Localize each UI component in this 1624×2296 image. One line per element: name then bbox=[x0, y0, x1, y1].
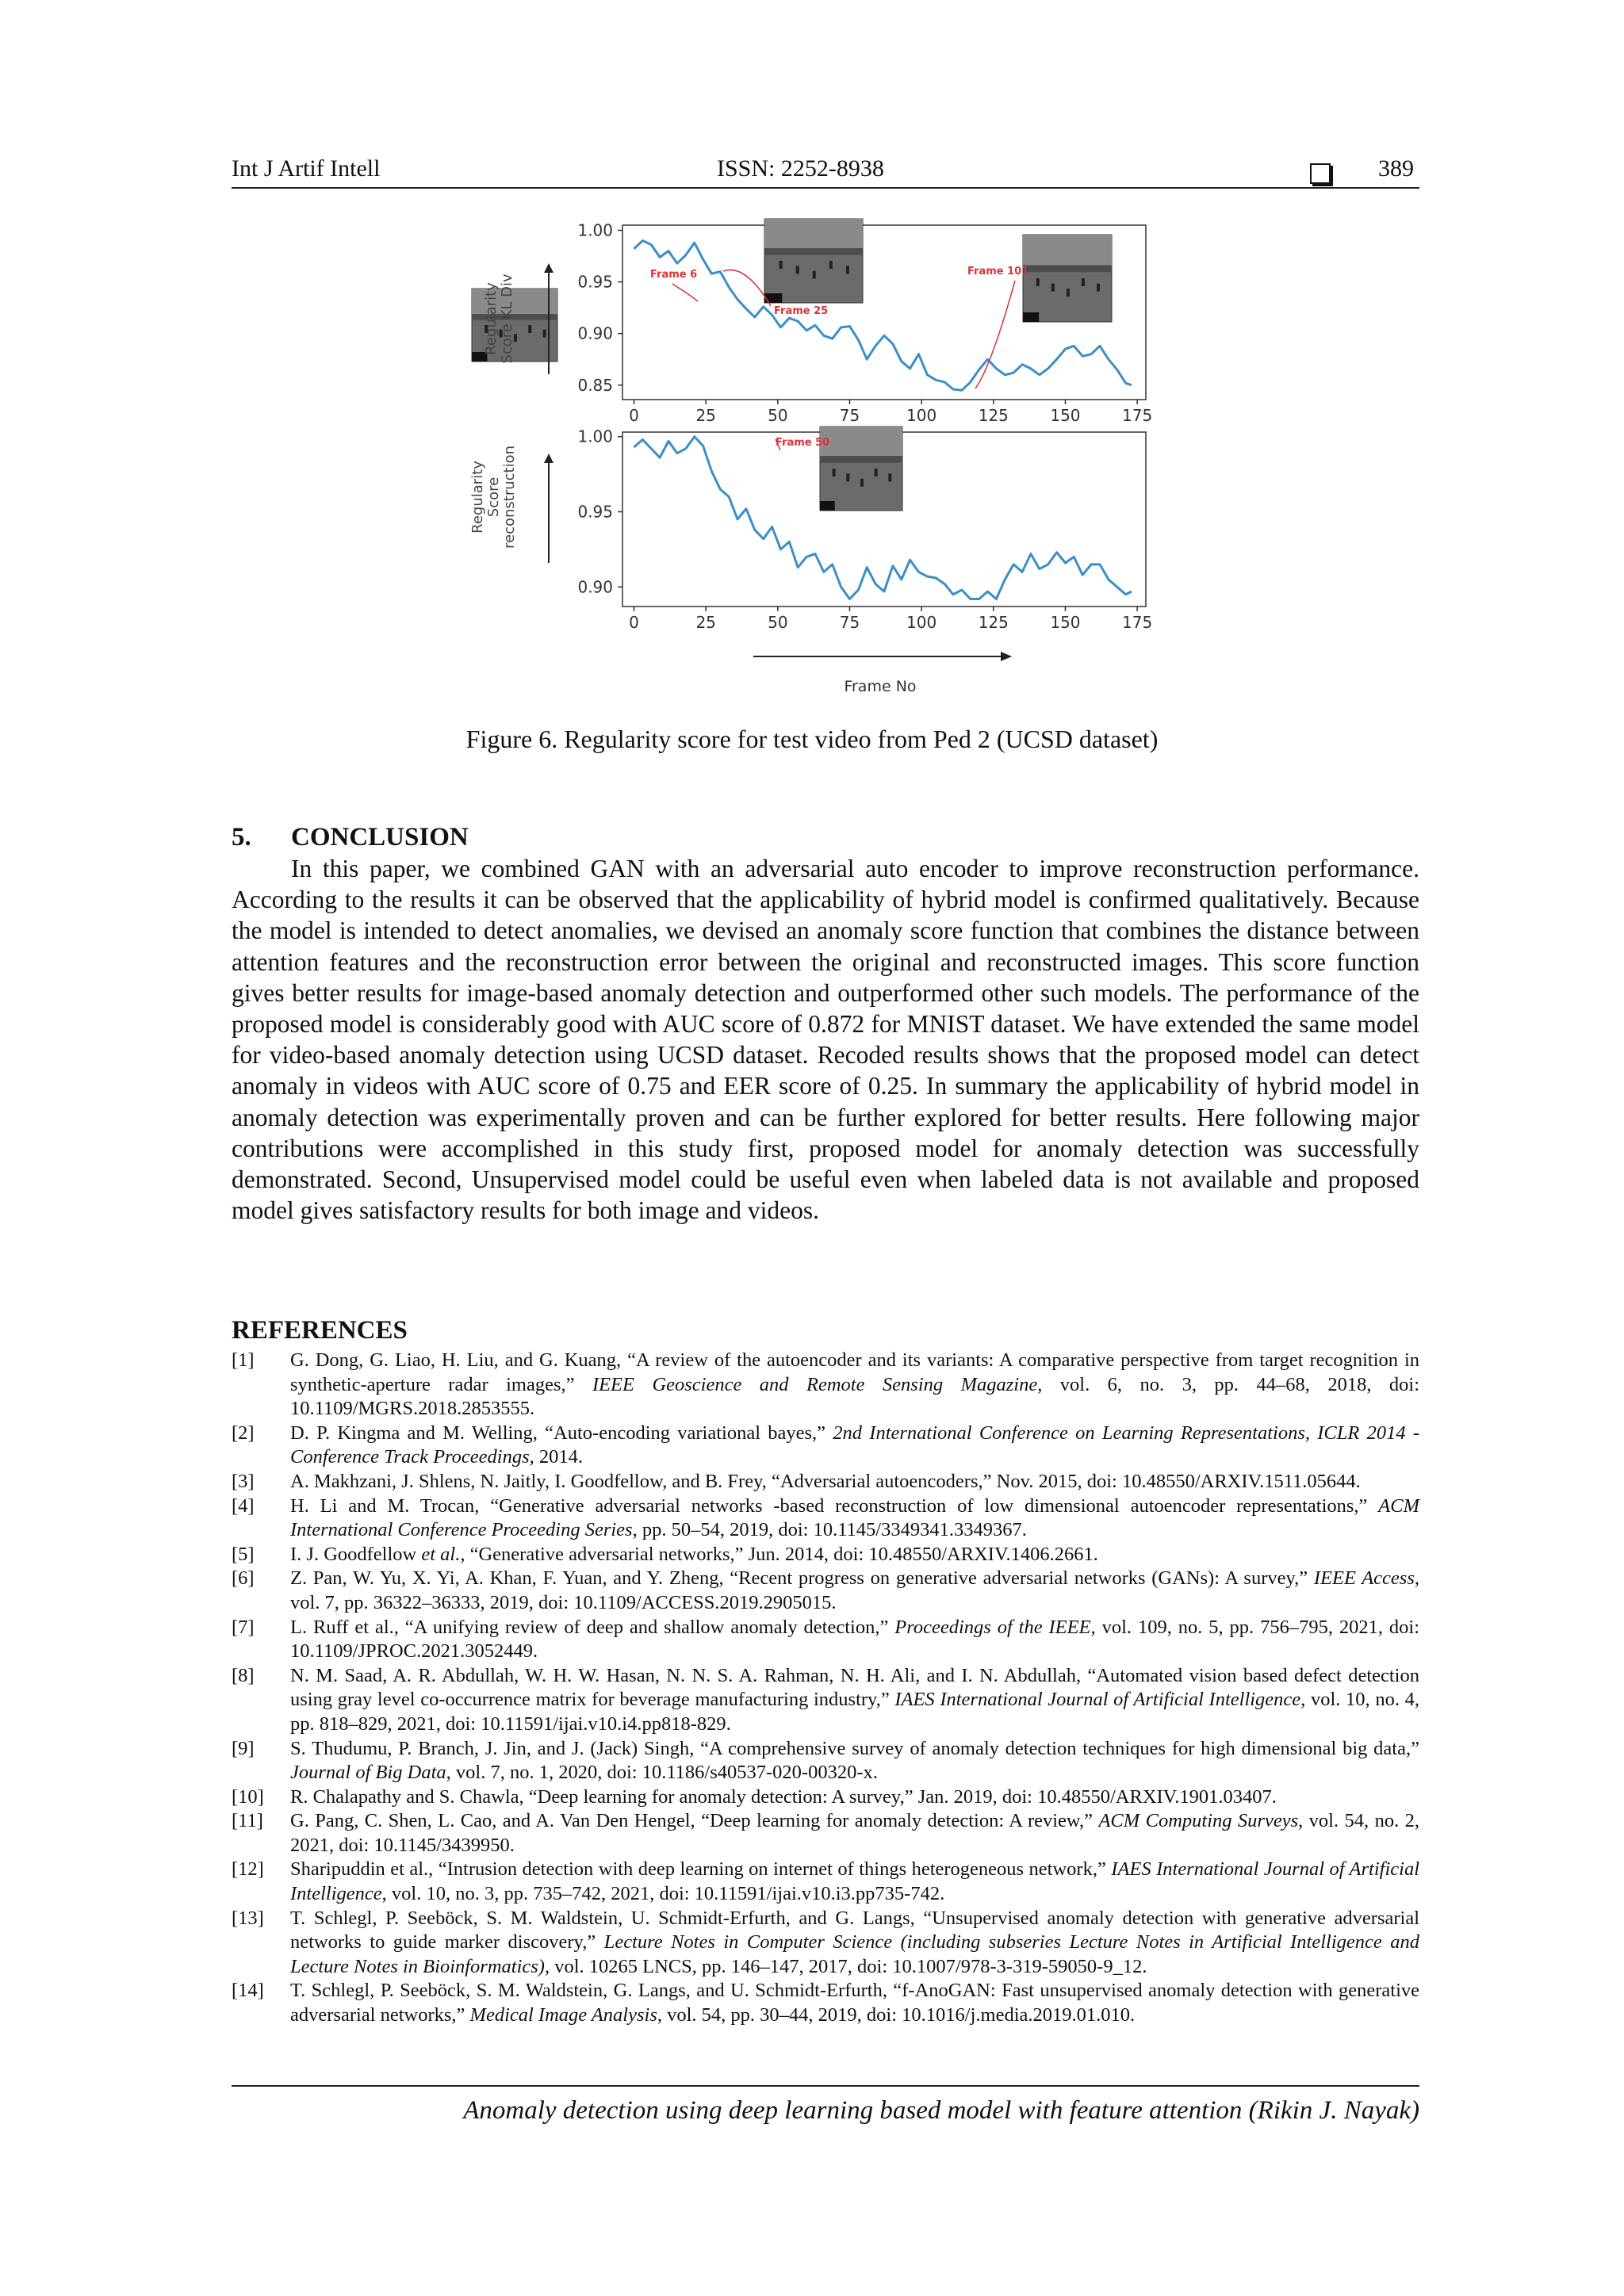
reference-item bbox=[232, 1543, 1419, 1567]
reference-number: [8] bbox=[232, 1664, 255, 1686]
reference-item bbox=[232, 1470, 1419, 1494]
reference-venue: IEEE Geoscience and Remote Sensing Magazine bbox=[592, 1373, 1038, 1395]
conclusion-paragraph: In this paper, we combined GAN with an adversarial auto encoder to improve reconstruction performance. According to the results it can be observed that the applicability of hybrid model is confirmed qualitatively. Because the model is intended to detect anomalies, we devised an anomaly score function that combines the distance between attention features and the reconstruction error between the original and reconstructed images. This score function gives better results for image-based anomaly detection and outperformed other such models. The performance of the proposed model is considerably good with AUC score of 0.872 for MNIST dataset. We have extended the same model for video-based anomaly detection using UCSD dataset. Recoded results shows that the proposed model can detect anomaly in videos with AUC score of 0.75 and EER score of 0.25. In summary the applicability of hybrid model in anomaly detection was experimentally proven and can be further explored for better results. Here following major contributions were accomplished in this study first, proposed model for anomaly detection was successfully demonstrated. Second, Unsupervised model could be useful even when labeled data is not available and proposed model gives satisfactory results for both image and videos. bbox=[232, 855, 1419, 1225]
reference-venue: Lecture Notes in Computer Science (including subseries Lecture Notes in Artificial Intelligence and Lecture Notes in Bioinformatics) bbox=[290, 1931, 1419, 1977]
x-axis-label: Frame No bbox=[844, 678, 917, 695]
reference-number: [2] bbox=[232, 1422, 255, 1444]
x-tick-label: 100 bbox=[906, 406, 937, 425]
x-tick-label: 150 bbox=[1050, 406, 1081, 425]
box-icon bbox=[1310, 159, 1331, 186]
reference-number: [5] bbox=[232, 1543, 255, 1565]
frame-annotation-label: Frame 25 bbox=[774, 305, 829, 317]
reference-item bbox=[232, 1494, 1419, 1543]
x-tick-label: 175 bbox=[1122, 613, 1153, 632]
reference-text: R. Chalapathy and S. Chawla, “Deep learning for anomaly detection: A survey,” Jan. 2019, doi: 10.48550/ARXIV.1901.03407. bbox=[290, 1785, 1277, 1808]
reference-text: T. Schlegl, P. Seeböck, S. M. Waldstein, U. Schmidt-Erfurth, and G. Langs, “Unsupervised anomaly detection with generative adversarial networks to guide marker discovery,” bbox=[290, 1907, 1419, 1954]
reference-text: Z. Pan, W. Yu, X. Yi, A. Khan, F. Yuan, and Y. Zheng, “Recent progress on generative adversarial networks (GANs): A survey,” bbox=[290, 1567, 1314, 1590]
y-axis-label-top: RegularityScore KL Div bbox=[483, 274, 515, 364]
figure-caption: Figure 6. Regularity score for test video from Ped 2 (UCSD dataset) bbox=[465, 725, 1159, 753]
reference-text: Sharipuddin et al., “Intrusion detection with deep learning on internet of things heterogeneous network,” bbox=[290, 1858, 1112, 1881]
reference-text: T. Schlegl, P. Seeböck, S. M. Waldstein, G. Langs, and U. Schmidt-Erfurth, “f-AnoGAN: Fast unsupervised anomaly detection with generative adversarial networks,” bbox=[290, 1980, 1419, 2026]
y-tick-label: 1.00 bbox=[577, 427, 613, 446]
x-tick-label: 125 bbox=[978, 406, 1009, 425]
x-tick-label: 150 bbox=[1050, 613, 1081, 632]
x-tick-label: 125 bbox=[978, 613, 1009, 632]
y-tick-label: 0.95 bbox=[577, 272, 613, 292]
reference-details: , vol. 54, no. 2, 2021, doi: 10.1145/3439950. bbox=[290, 1810, 1420, 1856]
annotation-leader bbox=[975, 281, 1015, 388]
figure-6 bbox=[460, 208, 1205, 707]
reference-details: , vol. 7, pp. 36322–36333, 2019, doi: 10.1109/ACCESS.2019.2905015. bbox=[290, 1567, 1419, 1613]
reference-text: L. Ruff et al., “A unifying review of deep and shallow anomaly detection,” bbox=[290, 1616, 895, 1638]
y-tick-label: 1.00 bbox=[577, 220, 613, 240]
x-tick-label: 0 bbox=[629, 406, 639, 425]
reference-details: , vol. 109, no. 5, pp. 756–795, 2021, doi: 10.1109/JPROC.2021.3052449. bbox=[290, 1616, 1419, 1663]
x-tick-label: 175 bbox=[1122, 406, 1153, 425]
reference-details: , vol. 54, pp. 30–44, 2019, doi: 10.1016/j.media.2019.01.010. bbox=[657, 2004, 1136, 2026]
reference-item bbox=[232, 1664, 1419, 1737]
reference-number: [11] bbox=[232, 1810, 263, 1832]
reference-number: [9] bbox=[232, 1737, 255, 1759]
x-tick-label: 25 bbox=[695, 613, 716, 632]
reference-list bbox=[232, 1349, 1419, 2028]
reference-venue: ACM Computing Surveys bbox=[1098, 1810, 1299, 1832]
x-tick-label: 50 bbox=[768, 613, 788, 632]
reference-item bbox=[232, 1907, 1419, 1980]
section-title: CONCLUSION bbox=[291, 823, 469, 851]
running-header-journal: Int J Artif Intell bbox=[232, 155, 381, 182]
reference-text: H. Li and M. Trocan, “Generative adversarial networks -based reconstruction of low dimensional autoencoder representations,” bbox=[290, 1494, 1379, 1517]
x-axis-arrow bbox=[753, 652, 1012, 661]
reference-details: , pp. 50–54, 2019, doi: 10.1145/3349341.3349367. bbox=[632, 1519, 1027, 1541]
reference-venue: 2nd International Conference on Learning Representations, ICLR 2014 - Conference Track Proceedings bbox=[290, 1422, 1419, 1468]
y-tick-label: 0.85 bbox=[577, 375, 613, 395]
reference-number: [4] bbox=[232, 1494, 255, 1517]
reference-text: I. J. Goodfellow bbox=[290, 1543, 422, 1565]
frame-thumbnails bbox=[472, 219, 1112, 511]
reference-details: , vol. 10265 LNCS, pp. 146–147, 2017, doi: 10.1007/978-3-319-59050-9_12. bbox=[544, 1955, 1147, 1977]
reference-item bbox=[232, 1737, 1419, 1785]
reference-details: , 2014. bbox=[529, 1446, 584, 1468]
reference-venue: IEEE Access bbox=[1313, 1567, 1415, 1590]
reference-venue: IAES International Journal of Artificial Intelligence bbox=[290, 1858, 1419, 1905]
reference-number: [3] bbox=[232, 1470, 255, 1492]
footer-rule bbox=[232, 2085, 1419, 2087]
reference-item bbox=[232, 1349, 1419, 1422]
reference-number: [13] bbox=[232, 1907, 264, 1929]
reference-text: A. Makhzani, J. Shlens, N. Jaitly, I. Goodfellow, and B. Frey, “Adversarial autoencoders,” Nov. 2015, doi: 10.48550/ARXIV.1511.05644. bbox=[290, 1470, 1361, 1492]
frame-annotation-label: Frame 6 bbox=[650, 269, 698, 281]
reference-text: G. Pang, C. Shen, L. Cao, and A. Van Den Hengel, “Deep learning for anomaly detection: A review,” bbox=[290, 1810, 1099, 1832]
reference-venue: IAES International Journal of Artificial Intelligence bbox=[894, 1689, 1301, 1711]
thumbnail-frame-50 bbox=[820, 427, 902, 511]
y-tick-label: 0.95 bbox=[577, 502, 613, 522]
reference-venue: Journal of Big Data bbox=[290, 1762, 446, 1784]
x-tick-label: 25 bbox=[695, 406, 716, 425]
reference-number: [6] bbox=[232, 1567, 255, 1590]
section-number: 5. bbox=[232, 823, 251, 851]
section-heading bbox=[232, 823, 469, 852]
reference-text: S. Thudumu, P. Branch, J. Jin, and J. (Jack) Singh, “A comprehensive survey of anomaly detection techniques for high dimensional big data,” bbox=[290, 1737, 1419, 1759]
references-heading: REFERENCES bbox=[232, 1316, 408, 1345]
reference-details: , vol. 7, no. 1, 2020, doi: 10.1186/s40537-020-00320-x. bbox=[446, 1762, 878, 1784]
y-axis-label-bottom: RegularityScorereconstruction bbox=[469, 445, 518, 549]
y-tick-label: 0.90 bbox=[577, 577, 613, 597]
reference-item bbox=[232, 1567, 1419, 1615]
x-tick-label: 0 bbox=[629, 613, 639, 632]
reference-item bbox=[232, 1785, 1419, 1810]
x-tick-label: 50 bbox=[768, 406, 788, 425]
header-rule bbox=[232, 187, 1419, 189]
x-tick-label: 75 bbox=[839, 406, 860, 425]
reference-number: [1] bbox=[232, 1349, 255, 1371]
thumbnail-frame-101 bbox=[1023, 235, 1112, 322]
reference-venue: Proceedings of the IEEE bbox=[894, 1616, 1091, 1638]
reference-venue: ACM International Conference Proceeding Series bbox=[290, 1494, 1419, 1541]
y-tick-label: 0.90 bbox=[577, 323, 613, 343]
annotation-leader bbox=[672, 284, 698, 301]
reference-text: D. P. Kingma and M. Welling, “Auto-encoding variational bayes,” bbox=[290, 1422, 833, 1444]
reference-item bbox=[232, 1979, 1419, 2027]
reference-number: [12] bbox=[232, 1858, 264, 1881]
frame-annotation-label: Frame 101 bbox=[967, 266, 1029, 277]
reference-details: , vol. 10, no. 4, pp. 818–829, 2021, doi: 10.11591/ijai.v10.i4.pp818-829. bbox=[290, 1689, 1419, 1735]
reference-venue: Medical Image Analysis bbox=[469, 2004, 657, 2026]
reference-details: , “Generative adversarial networks,” Jun. 2014, doi: 10.48550/ARXIV.1406.2661. bbox=[460, 1543, 1098, 1565]
running-footer: Anomaly detection using deep learning based model with feature attention (Rikin J. Nayak) bbox=[463, 2096, 1419, 2125]
reference-details: , vol. 6, no. 3, pp. 44–68, 2018, doi: 10.1109/MGRS.2018.2853555. bbox=[290, 1373, 1420, 1420]
reference-text: N. M. Saad, A. R. Abdullah, W. H. W. Hasan, N. N. S. A. Rahman, N. H. Ali, and I. N. Abdullah, “Automated vision based defect detection using gray level co-occurrence matrix for beverage manufacturing industry,” bbox=[290, 1664, 1419, 1711]
reference-number: [7] bbox=[232, 1616, 255, 1638]
x-tick-label: 75 bbox=[839, 613, 860, 632]
frame-annotation-label: Frame 50 bbox=[776, 437, 830, 449]
reference-item bbox=[232, 1809, 1419, 1858]
reference-text: G. Dong, G. Liao, H. Liu, and G. Kuang, “A review of the autoencoder and its variants: A comparative perspective from target recognition in synthetic-aperture radar images,” bbox=[290, 1349, 1419, 1395]
running-header-issn: ISSN: 2252-8938 bbox=[717, 155, 884, 182]
x-tick-label: 100 bbox=[906, 613, 937, 632]
reference-item bbox=[232, 1422, 1419, 1470]
reference-venue: et al. bbox=[421, 1543, 461, 1565]
reference-number: [10] bbox=[232, 1785, 264, 1808]
reference-item bbox=[232, 1858, 1419, 1906]
thumbnail-frame-25 bbox=[764, 219, 863, 303]
page-number: 389 bbox=[1378, 155, 1414, 182]
reference-number: [14] bbox=[232, 1980, 264, 2002]
reference-item bbox=[232, 1616, 1419, 1664]
reference-details: , vol. 10, no. 3, pp. 735–742, 2021, doi: 10.11591/ijai.v10.i3.pp735-742. bbox=[381, 1883, 945, 1905]
y-axis-arrow-bottom bbox=[544, 453, 553, 563]
